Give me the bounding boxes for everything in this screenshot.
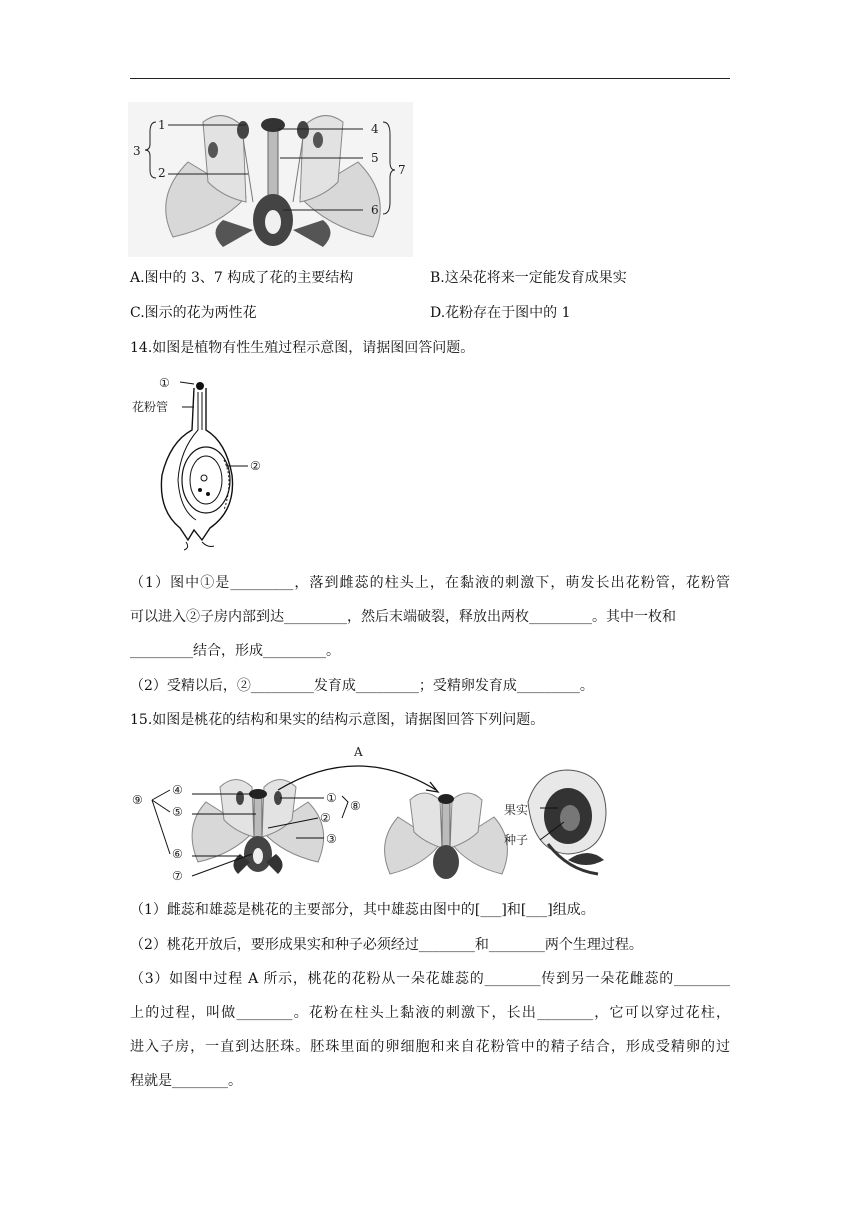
q15-label-9: ⑨ (132, 793, 143, 807)
q14-label-one: ① (159, 376, 170, 390)
q15-title: 15.如图是桃花的结构和果实的结构示意图，请据图回答下列问题。 (130, 712, 545, 728)
q13-label-3: 3 (133, 144, 141, 158)
q15-p3-line1: （3）如图中过程 A 所示，桃花的花粉从一朵花雄蕊的________传到另一朵花雌蕊的________ (130, 971, 730, 987)
q13-label-4: 4 (371, 122, 379, 136)
q13-option-d: D.花粉存在于图中的 1 (430, 305, 571, 321)
q15-label-seed: 种子 (504, 833, 529, 847)
q14-ovary-figure (130, 370, 280, 555)
header-rule (130, 78, 730, 79)
q15-p3-line4: 程就是________。 (130, 1073, 242, 1089)
q14-p1-line2: 可以进入②子房内部到达_________，然后末端破裂，释放出两枚_________。其中一枚和 (130, 609, 676, 625)
q15-p2: （2）桃花开放后，要形成果实和种子必须经过________和________两个生理过程。 (130, 937, 643, 953)
q14-p1-line1: （1）图中①是_________，落到雌蕊的柱头上，在黏液的刺激下，萌发长出花粉管，花粉管 (130, 575, 730, 591)
q13-label-2: 2 (158, 166, 166, 180)
q13-option-b: B.这朵花将来一定能发育成果实 (430, 270, 627, 286)
q15-label-5: ⑤ (172, 805, 183, 819)
q14-label-two: ② (250, 459, 261, 473)
q13-label-7: 7 (398, 163, 406, 177)
q13-option-c: C.图示的花为两性花 (130, 305, 257, 321)
q15-peach-figure (128, 742, 618, 887)
q13-label-5: 5 (371, 151, 379, 165)
q15-label-a: A (354, 745, 363, 759)
q15-label-1: ① (326, 791, 337, 805)
q15-label-2: ② (320, 811, 331, 825)
q14-label-pollen-tube: 花粉管 (132, 400, 169, 414)
q15-label-6: ⑥ (172, 847, 183, 861)
q13-label-1: 1 (158, 118, 166, 132)
q13-option-a: A.图中的 3、7 构成了花的主要结构 (130, 270, 354, 286)
q14-p2: （2）受精以后，②_________发育成_________；受精卵发育成_________。 (130, 678, 594, 694)
q15-label-7: ⑦ (172, 869, 183, 883)
q15-label-3: ③ (326, 832, 337, 846)
q14-title: 14.如图是植物有性生殖过程示意图，请据图回答问题。 (130, 340, 475, 356)
q13-label-6: 6 (371, 203, 379, 217)
q15-p1: （1）雌蕊和雄蕊是桃花的主要部分，其中雄蕊由图中的[___]和[___]组成。 (130, 902, 595, 918)
q15-label-4: ④ (172, 783, 183, 797)
q15-p3-line2: 上的过程，叫做________。花粉在柱头上黏液的刺激下，长出________，它可以穿过花柱， (130, 1005, 730, 1021)
q15-label-fruit: 果实 (504, 803, 529, 817)
q13-flower-figure (128, 102, 413, 257)
q14-p1-line3: _________结合，形成_________。 (130, 643, 340, 659)
q15-label-8: ⑧ (350, 799, 361, 813)
q15-p3-line3: 进入子房，一直到达胚珠。胚珠里面的卵细胞和来自花粉管中的精子结合，形成受精卵的过 (130, 1039, 730, 1055)
